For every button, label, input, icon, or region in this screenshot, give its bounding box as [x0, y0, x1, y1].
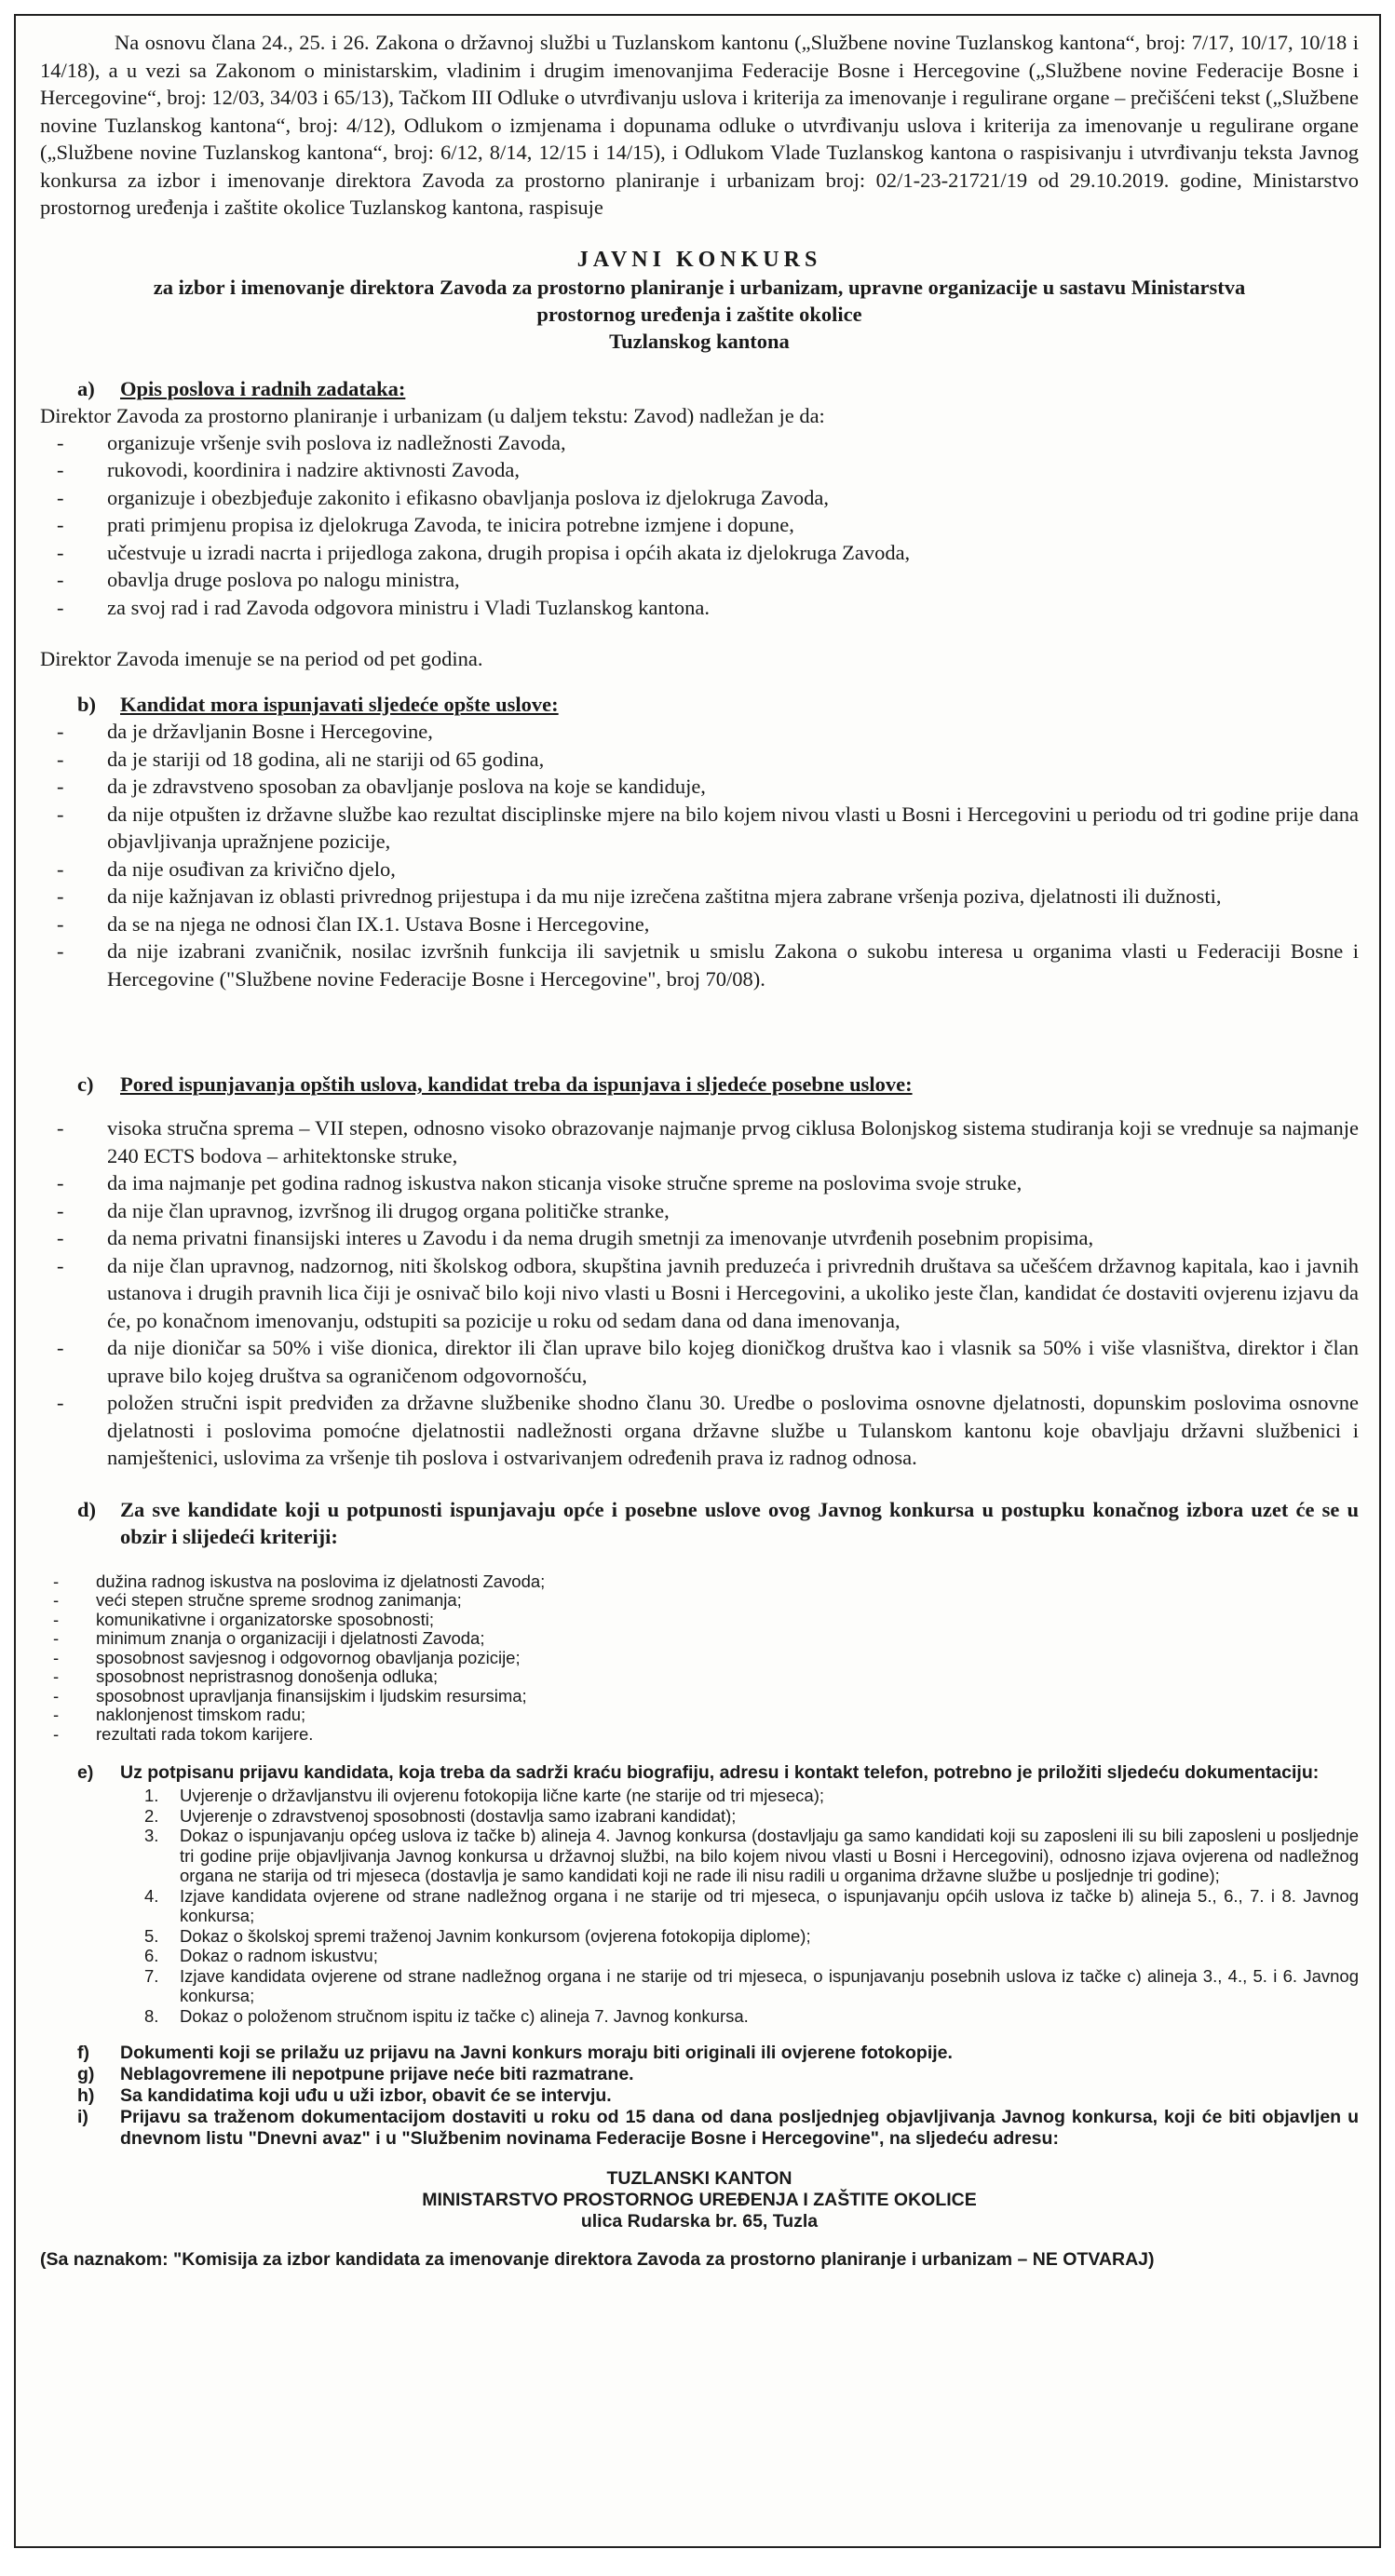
section-b-title: Kandidat mora ispunjavati sljedeće opšte uslove: — [120, 693, 559, 716]
title-subline-3: Tuzlanskog kantona — [609, 329, 790, 353]
list-item: - organizuje i obezbjeđuje zakonito i efikasno obavljanja poslova iz djelokruga Zavoda, — [57, 485, 829, 509]
final-item: g) Neblagovremene ili nepotpune prijave neće biti razmatrane. — [77, 2064, 634, 2084]
final-item: f) Dokumenti koji se prilažu uz prijavu na Javni konkurs moraju biti originali ili ovjerene fotokopije. — [77, 2043, 953, 2063]
title-block — [40, 246, 1359, 355]
section-c-heading — [40, 1071, 1359, 1098]
list-item: - da ima najmanje pet godina radnog iskustva nakon sticanja visoke stručne spreme na poslovima svoje struke, — [57, 1171, 1023, 1194]
list-item: - da je državljanin Bosne i Hercegovine, — [57, 720, 433, 743]
section-d-letter: d) — [77, 1497, 97, 1521]
list-item: - sposobnost upravljanja finansijskim i ljudskim resursima; — [53, 1685, 527, 1706]
list-item: - dužina radnog iskustva na poslovima iz djelatnosti Zavoda; — [53, 1571, 546, 1591]
list-item: - visoka stručna sprema – VII stepen, odnosno visoko obrazovanje najmanje prvog ciklusa Bolonjskog sistema studiranja koji se vrednuje sa najmanje 240 ECTS bodova – arhitektonske struke, — [57, 1116, 1359, 1167]
list-item: - da nije kažnjavan iz oblasti privrednog prijestupa i da mu nije izrečena zaštitna mjera zabrane vršenja poziva, djelatnosti ili dužnosti, — [57, 884, 1222, 908]
address-block — [40, 2168, 1359, 2232]
list-item: - sposobnost nepristrasnog donošenja odluka; — [53, 1666, 439, 1686]
list-item: - naklonjenost timskom radu; — [53, 1705, 306, 1724]
list-item: - da nije osuđivan za krivično djelo, — [57, 856, 396, 881]
section-a-title: Opis poslova i radnih zadataka: — [120, 376, 406, 400]
list-item: 5. Dokaz o školskoj spremi traženoj Javnim konkursom (ovjerena fotokopija diplome); — [144, 1925, 811, 1946]
list-item: - organizuje vršenje svih poslova iz nadležnosti Zavoda, — [57, 430, 566, 454]
title-subline-2: prostornog uređenja i zaštite okolice — [536, 302, 862, 326]
section-b-heading — [40, 691, 1359, 718]
section-e-heading — [40, 1762, 1359, 1784]
document-page — [14, 14, 1381, 2548]
list-item: - učestvuje u izradi nacrta i prijedloga zakona, drugih propisa i općih akata iz djelokruga Zavoda, — [57, 540, 911, 564]
section-a-letter: a) — [77, 376, 95, 400]
list-item: - položen stručni ispit predviđen za državne službenike shodno članu 30. Uredbe o poslovima osnovne djelatnosti, dopunskim poslovima osnovne djelatnosti i poslovima pomoćne djelatnostii nadležnosti organa državne službe u Tulanskom kantonu koje obavljaju državni službenici i namještenici, uslovima za vršenje tih poslova i ostvarivanjem određenih prava iz radnog odnosa. — [57, 1391, 1359, 1469]
section-e-title: Uz potpisanu prijavu kandidata, koja treba da sadrži kraću biografiju, adresu i kontakt telefon, potrebno je priložiti sljedeću dokumentaciju: — [120, 1762, 1320, 1783]
list-item: - da je zdravstveno sposoban za obavljanje poslova na koje se kandiduje, — [57, 775, 706, 798]
list-item: - da nije otpušten iz državne službe kao rezultat disciplinske mjere na bilo kojem nivou vlasti u Bosni i Hercegovini u periodu od tri godine prije dana objavljivanja upražnjene pozicije, — [57, 802, 1359, 853]
document-title: JAVNI KONKURS — [576, 247, 822, 272]
list-item: 7. Izjave kandidata ovjerene od strane nadležnog organa i ne starije od tri mjeseca, o ispunjavanju posebnih uslova iz tačke c) alineja 3., 4., 5. i 6. Javnog konkursa; — [144, 1965, 1359, 2005]
list-item: 3. Dokaz o ispunjavanju općeg uslova iz tačke b) alineja 4. Javnog konkursa (dostavljaju ga samo kandidati koji su zaposleni ili su bili zaposleni u posljednje tri godine prije objavljivanja Javnog konkursa u državnoj službi, na bilo kojem nivou vlasti u Bosni i Hercegovini), odnosno izjava ovjerena od nadležnog organa ne starija od tri mjeseca (dostavlja je samo kandidati koji ne rade ili nisu radili u organima državne službe u posljednje tri godine); — [144, 1826, 1359, 1885]
final-item: h) Sa kandidatima koji uđu u uži izbor, obavit će se intervju. — [77, 2085, 612, 2106]
address-line-2: MINISTARSTVO PROSTORNOG UREĐENJA I ZAŠTITE OKOLICE — [422, 2190, 977, 2210]
section-e-list — [40, 1786, 1359, 2026]
list-item: - veći stepen stručne spreme srodnog zanimanja; — [53, 1590, 462, 1610]
intro-paragraph: Na osnovu člana 24., 25. i 26. Zakona o državnoj službi u Tuzlanskom kantonu („Službene novine Tuzlanskog kantona“, broj: 7/17, 10/17, 10/18 i 14/18), a u vezi sa Zakonom o ministarskim, vladinim i drugim imenovanjima Federacije Bosne i Hercegovine („Službene novine Federacije Bosne i Hercegovine“, broj: 12/03, 34/03 i 65/13), Tačkom III Odluke o utvrđivanju uslova i kriterija za imenovanje i regulirane organe – prečišćeni tekst („Službene novine Tuzlanskog kantona“, broj: 4/12), Odlukom o izmjenama i dopunama odluke o utvrđivanju uslova i kriterija za imenovanje u regulirane organe („Službene novine Tuzlanskog kantona“, broj: 6/12, 8/14, 12/15 i 14/15), i Odlukom Vlade Tuzlanskog kantona o raspisivanju i utvrđivanju teksta Javnog konkursa za izbor i imenovanje direktora Zavoda za prostorno planiranje i urbanizam broj: 02/1-23-21721/19 od 29.10.2019. godine, Ministarstvo prostornog uređenja i zaštite okolice Tuzlanskog kantona, raspisuje — [40, 31, 1359, 219]
list-item: 6. Dokaz o radnom iskustvu; — [144, 1946, 378, 1965]
list-item: 1. Uvjerenje o državljanstvu ili ovjerenu fotokopija lične karte (ne starije od tri mjeseca); — [144, 1786, 825, 1805]
list-item: - komunikativne i organizatorske sposobnosti; — [53, 1609, 434, 1629]
section-d-list — [40, 1572, 1359, 1745]
final-items — [40, 2043, 1359, 2150]
section-a-heading — [40, 375, 1359, 402]
list-item: - da nije dioničar sa 50% i više dionica, direktor ili član uprave bilo kojeg dioničkog društva kao i vlasnik sa 50% i više vlasništva, direktor i član uprave bilo kojeg društva sa ograničenom odgovornošću, — [57, 1336, 1359, 1387]
address-line-3: ulica Rudarska br. 65, Tuzla — [580, 2211, 819, 2232]
section-e-letter: e) — [77, 1762, 94, 1783]
section-c-list — [40, 1114, 1359, 1472]
envelope-note: (Sa naznakom: "Komisija za izbor kandidata za imenovanje direktora Zavoda za prostorno planiranje i urbanizam – NE OTVARAJ) — [40, 2249, 1155, 2270]
section-a-list — [40, 429, 1359, 622]
section-d-heading — [40, 1496, 1359, 1550]
section-c-title: Pored ispunjavanja opštih uslova, kandidat treba da ispunjava i sljedeće posebne uslove: — [120, 1072, 913, 1096]
list-item: 8. Dokaz o položenom stručnom ispitu iz tačke c) alineja 7. Javnog konkursa. — [144, 2005, 749, 2026]
list-item: - obavlja druge poslova po nalogu ministra, — [57, 568, 460, 591]
final-item: i) Prijavu sa traženom dokumentacijom dostaviti u roku od 15 dana od dana posljednjeg objavljivanja Javnog konkursa, koji će biti objavljen u dnevnom listu "Dnevni avaz" i u "Službenim novinama Federacije Bosne i Hercegovine", na sljedeću adresu: — [77, 2107, 1359, 2149]
list-item: - da nije izabrani zvaničnik, nosilac izvršnih funkcija ili savjetnik u smislu Zakona o sukobu interesa u organima vlasti u Federaciji Bosne i Hercegovine ("Službene novine Federacije Bosne i Hercegovine", broj 70/08). — [57, 939, 1359, 991]
list-item: - da je stariji od 18 godina, ali ne stariji od 65 godina, — [57, 747, 545, 771]
list-item: 2. Uvjerenje o zdravstvenoj sposobnosti (dostavlja samo izabrani kandidat); — [144, 1805, 737, 1826]
list-item: - da se na njega ne odnosi član IX.1. Ustava Bosne i Hercegovine, — [57, 911, 650, 936]
list-item: - za svoj rad i rad Zavoda odgovora ministru i Vladi Tuzlanskog kantona. — [57, 595, 710, 619]
section-b-list — [40, 718, 1359, 992]
list-item: - sposobnost savjesnog i odgovornog obavljanja pozicije; — [53, 1647, 521, 1667]
list-item: - da nema privatni finansijski interes u Zavodu i da nema drugih smetnji za imenovanje utvrđenih posebnim propisima, — [57, 1226, 1094, 1249]
list-item: - da nije član upravnog, izvršnog ili drugog organa političke stranke, — [57, 1198, 670, 1222]
list-item: 4. Izjave kandidata ovjerene od strane nadležnog organa i ne starije od tri mjeseca, o ispunjavanju općih uslova iz tačke b) alineja 5., 6., 7. i 8. Javnog konkursa; — [144, 1885, 1359, 1925]
section-a-term: Direktor Zavoda imenuje se na period od pet godina. — [40, 647, 483, 670]
list-item: - da nije član upravnog, nadzornog, niti školskog odbora, skupština javnih preduzeća i privrednih društava sa učešćem državnog kapitala, kao i javnih ustanova i drugih pravnih lica čiji je osnivač bilo koji nivo vlasti u Bosni i Hercegovini, a ukoliko jeste član, kandidat će dostaviti ovjerenu izjavu da će, po konačnom imenovanju, odstupiti sa pozicije u roku od sedam dana od dana imenovanja, — [57, 1253, 1359, 1332]
section-c-letter: c) — [77, 1072, 94, 1096]
list-item: - rukovodi, koordinira i nadzire aktivnosti Zavoda, — [57, 458, 521, 481]
list-item: - rezultati rada tokom karijere. — [53, 1723, 314, 1744]
title-subline-1: za izbor i imenovanje direktora Zavoda za prostorno planiranje i urbanizam, upravne organizacije u sastavu Ministarstva — [153, 275, 1246, 299]
section-d-title: Za sve kandidate koji u potpunosti ispunjavaju opće i posebne uslove ovog Javnog konkursa u postupku konačnog izbora uzet će se u obzir i slijedeći kriteriji: — [120, 1497, 1359, 1548]
section-b-letter: b) — [77, 693, 97, 716]
section-a-lead: Direktor Zavoda za prostorno planiranje i urbanizam (u daljem tekstu: Zavod) nadležan je da: — [40, 403, 825, 427]
list-item: - minimum znanja o organizaciji i djelatnosti Zavoda; — [53, 1628, 485, 1648]
address-line-1: TUZLANSKI KANTON — [606, 2168, 792, 2189]
list-item: - prati primjenu propisa iz djelokruga Zavoda, te inicira potrebne izmjene i dopune, — [57, 513, 794, 536]
